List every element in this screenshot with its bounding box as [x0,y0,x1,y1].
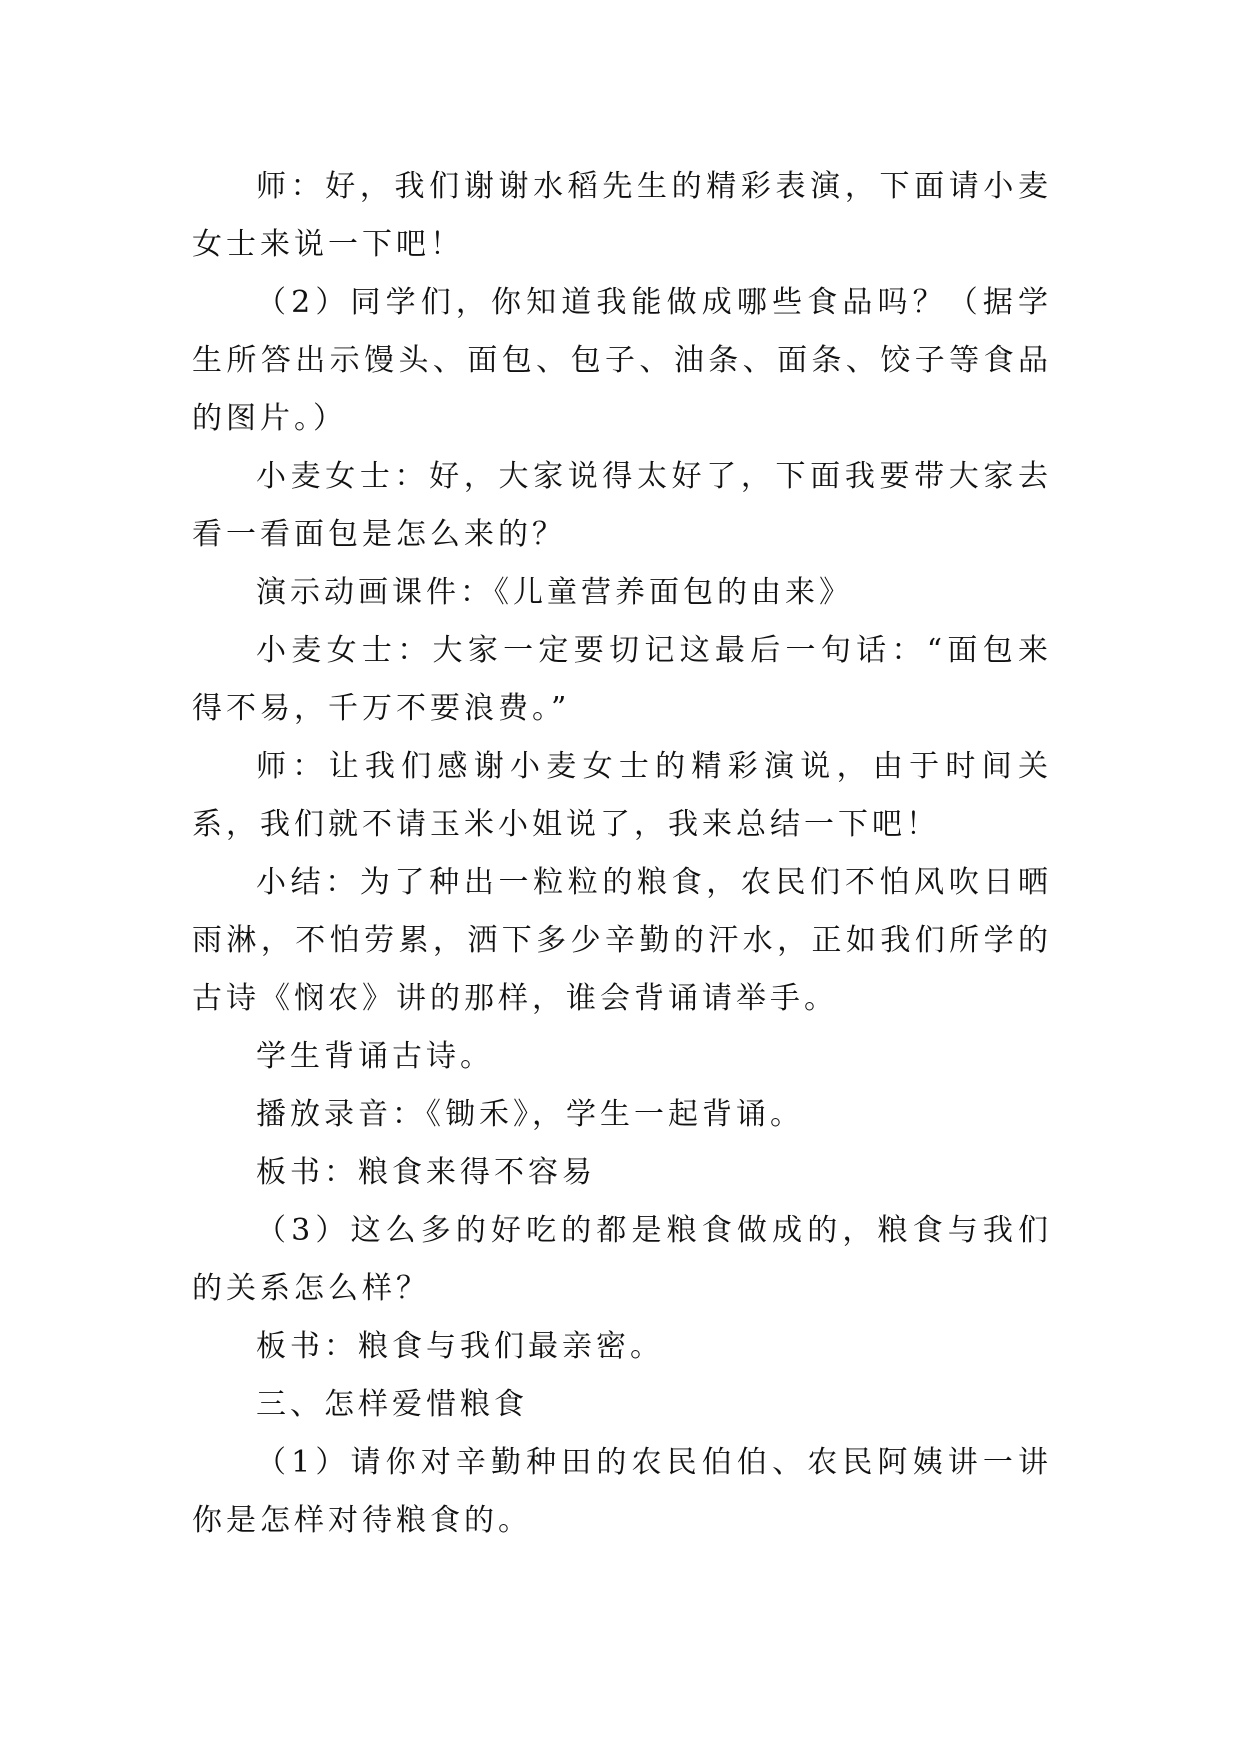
paragraph-tell-farmers: （1）请你对辛勤种田的农民伯伯、农民阿姨讲一讲你是怎样对待粮食的。 [192,1445,1052,1538]
section-heading-cherish-food: 三、怎样爱惜粮食 [256,1387,528,1422]
paragraph-board-note-1: 板书：粮食来得不容易 [256,1155,596,1190]
paragraph-teacher-thanks: 师：好，我们谢谢水稻先生的精彩表演，下面请小麦女士来说一下吧！ [192,169,1052,262]
paragraph-conclusion: 小结：为了种出一粒粒的粮食，农民们不怕风吹日晒雨淋，不怕劳累，洒下多少辛勤的汗水，正如我们所学的古诗《悯农》讲的那样，谁会背诵请举手。 [192,865,1052,1016]
paragraph-relationship-question: （3）这么多的好吃的都是粮食做成的，粮食与我们的关系怎么样？ [192,1213,1052,1306]
paragraph-animation: 演示动画课件：《儿童营养面包的由来》 [256,575,853,610]
paragraph-board-note-2: 板书：粮食与我们最亲密。 [256,1329,664,1364]
paragraph-foods-question: （2）同学们，你知道我能做成哪些食品吗？（据学生所答出示馒头、面包、包子、油条、面条、饺子等食品的图片。） [192,285,1052,436]
paragraph-teacher-summary: 师：让我们感谢小麦女士的精彩演说，由于时间关系，我们就不请玉米小姐说了，我来总结一下吧！ [192,749,1052,842]
paragraph-play-recording: 播放录音：《锄禾》，学生一起背诵。 [256,1097,804,1132]
paragraph-bread-origin: 小麦女士：好，大家说得太好了，下面我要带大家去看一看面包是怎么来的？ [192,459,1052,552]
paragraph-recite-poem: 学生背诵古诗。 [256,1039,494,1074]
document-body [192,158,1052,1550]
paragraph-dont-waste: 小麦女士：大家一定要切记这最后一句话：“面包来得不易，千万不要浪费。” [192,633,1052,726]
